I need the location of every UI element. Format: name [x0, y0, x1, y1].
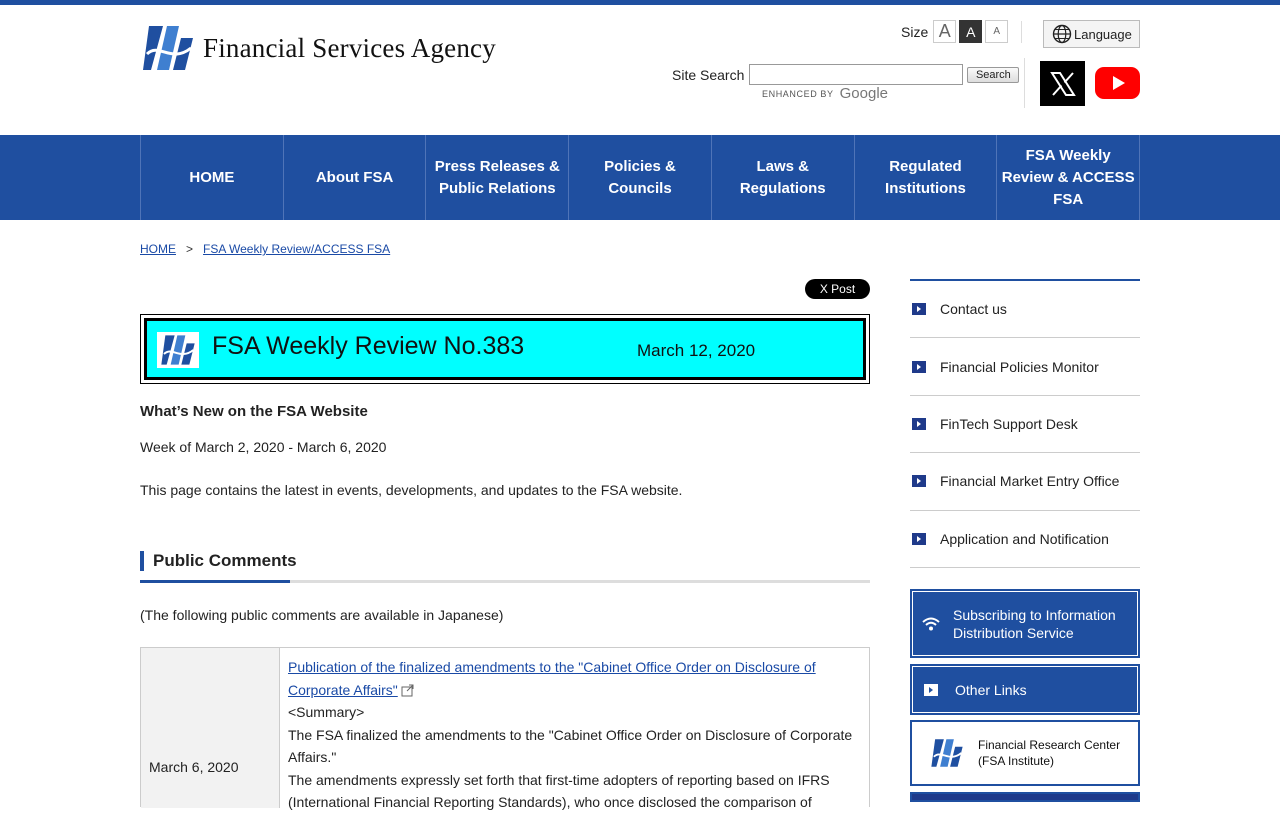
x-logo-icon: [1050, 71, 1076, 97]
divider: [1024, 58, 1025, 108]
financial-research-center-banner[interactable]: [910, 720, 1140, 786]
fsa-emblem-icon: [157, 332, 199, 368]
public-comments-section-heading: [140, 550, 870, 584]
nav-regulated-institutions[interactable]: Regulated Institutions: [855, 135, 998, 220]
public-comments-heading: Public Comments: [153, 551, 297, 570]
comment-body-cell: [281, 648, 869, 822]
page-title: FSA Weekly Review No.383: [212, 332, 525, 360]
x-social-button[interactable]: [1040, 61, 1085, 106]
subscribe-distribution-button[interactable]: [910, 589, 1140, 658]
sidebar-item-financial-market-entry-office[interactable]: [910, 453, 1140, 510]
comment-text-1: The FSA finalized the amendments to the "Cabinet Office Order on Disclosure of Corporate Affairs.": [288, 726, 853, 765]
site-search: [672, 64, 1019, 85]
sidebar-menu: [910, 279, 1140, 568]
language-label: Language: [1074, 26, 1132, 42]
nav-press-releases[interactable]: Press Releases & Public Relations: [426, 135, 569, 220]
arrow-right-icon: [912, 418, 926, 430]
intro-text: This page contains the latest in events, developments, and updates to the FSA website.: [140, 482, 683, 498]
other-links-label: Other Links: [955, 681, 1027, 698]
arrow-right-icon: [924, 684, 938, 696]
arrow-right-icon: [912, 533, 926, 545]
frc-label: Financial Research Center (FSA Institute): [978, 738, 1121, 768]
title-date: March 12, 2020: [637, 341, 756, 360]
main-navigation: [0, 135, 1280, 220]
text-size-controls: [901, 20, 1011, 43]
enhanced-by-google: [762, 85, 888, 102]
breadcrumb-separator: >: [186, 242, 194, 256]
comment-date-cell: March 6, 2020: [141, 648, 280, 808]
divider: [1021, 21, 1022, 43]
public-comments-note: (The following public comments are available in Japanese): [140, 607, 504, 623]
arrow-right-icon: [912, 475, 926, 487]
arrow-right-icon: [912, 303, 926, 315]
sidebar-item-label: Financial Policies Monitor: [940, 358, 1099, 375]
nav-home[interactable]: HOME: [141, 135, 284, 220]
breadcrumb-home-link[interactable]: HOME: [140, 242, 176, 256]
fsa-emblem-icon: [930, 738, 964, 768]
size-small-button[interactable]: A: [985, 20, 1008, 43]
external-link-icon: [401, 684, 415, 697]
public-comments-table: [140, 647, 870, 810]
search-button[interactable]: Search: [967, 67, 1019, 83]
subscribe-label: Subscribing to Information Distribution Service: [953, 606, 1116, 641]
other-links-button[interactable]: [910, 664, 1140, 715]
nav-weekly-review[interactable]: FSA Weekly Review & ACCESS FSA: [997, 135, 1140, 220]
summary-label: <Summary>: [288, 704, 365, 720]
comment-link[interactable]: Publication of the finalized amendments to the "Cabinet Office Order on Disclosure of Corporate Affairs": [288, 659, 816, 698]
sidebar-item-label: Financial Market Entry Office: [940, 473, 1120, 490]
search-input[interactable]: [749, 64, 963, 85]
nav-laws-regulations[interactable]: Laws & Regulations: [712, 135, 855, 220]
sidebar-item-fintech-support-desk[interactable]: [910, 396, 1140, 453]
sidebar-item-label: Application and Notification: [940, 530, 1109, 547]
sidebar-item-application-notification[interactable]: [910, 511, 1140, 568]
breadcrumb-current-link[interactable]: FSA Weekly Review/ACCESS FSA: [203, 242, 391, 256]
youtube-button[interactable]: [1095, 67, 1140, 99]
comment-text-2: The amendments expressly set forth that first-time adopters of reporting based on IFRS (International Financial Reporting Standards), who once disclosed the comparison of: [288, 771, 830, 810]
breadcrumb: [140, 242, 390, 256]
top-accent-bar: [0, 0, 1280, 5]
sidebar-next-banner[interactable]: [910, 792, 1140, 802]
wifi-icon: [921, 616, 941, 632]
week-range-text: Week of March 2, 2020 - March 6, 2020: [140, 439, 387, 455]
sidebar-item-label: Contact us: [940, 301, 1007, 318]
weekly-review-title-box: [140, 314, 870, 384]
sidebar-item-financial-policies-monitor[interactable]: [910, 338, 1140, 395]
size-label: Size: [901, 23, 929, 40]
title-banner: [144, 318, 866, 380]
logo-text: Financial Services Agency: [203, 32, 496, 63]
fsa-emblem-icon: [141, 24, 195, 72]
google-wordmark: Google: [839, 85, 888, 102]
sidebar-item-label: FinTech Support Desk: [940, 415, 1078, 432]
size-large-button[interactable]: A: [933, 20, 956, 43]
site-search-label: Site Search: [672, 66, 745, 83]
enhanced-by-label: ENHANCED BY: [762, 88, 834, 99]
nav-policies-councils[interactable]: Policies & Councils: [569, 135, 712, 220]
size-medium-button[interactable]: A: [959, 20, 982, 43]
sidebar-item-contact-us[interactable]: [910, 281, 1140, 338]
whats-new-heading: What’s New on the FSA Website: [140, 403, 368, 420]
arrow-right-icon: [912, 361, 926, 373]
language-button[interactable]: [1043, 20, 1140, 48]
youtube-play-icon: [1110, 75, 1126, 91]
fsa-logo[interactable]: [141, 24, 496, 72]
globe-icon: [1052, 24, 1072, 44]
x-post-button[interactable]: X Post: [805, 279, 870, 299]
nav-about-fsa[interactable]: About FSA: [284, 135, 427, 220]
